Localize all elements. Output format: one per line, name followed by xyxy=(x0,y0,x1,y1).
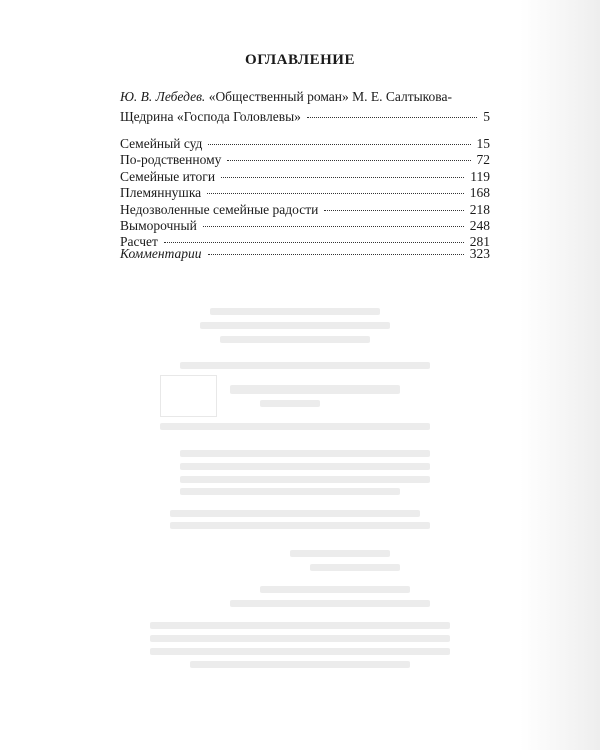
toc-entry xyxy=(120,202,490,218)
toc-entry-page: 119 xyxy=(470,168,490,184)
toc-entry xyxy=(120,185,490,201)
dot-leader xyxy=(324,210,463,211)
dot-leader xyxy=(227,160,470,161)
dot-leader xyxy=(207,193,464,194)
dot-leader xyxy=(208,144,470,145)
intro-title-line2: Щедрина «Господа Головлевы» xyxy=(120,109,301,124)
toc-entry xyxy=(120,169,490,185)
toc-entry-label: Племяннушка xyxy=(120,185,202,201)
dot-leader xyxy=(221,177,464,178)
intro-title-line1: «Общественный роман» М. Е. Салтыкова- xyxy=(208,89,452,104)
chapter-list xyxy=(120,136,490,251)
toc-entry-comments xyxy=(120,246,490,262)
toc-entry-page: 248 xyxy=(469,218,490,234)
faint-logo xyxy=(160,375,217,417)
toc-entry-label: По-родственному xyxy=(120,152,222,168)
comments-label: Комментарии xyxy=(120,246,202,261)
toc-entry xyxy=(120,152,490,168)
intro-page-number: 5 xyxy=(483,109,490,124)
comments-page-number: 323 xyxy=(469,246,490,261)
toc-entry xyxy=(120,218,490,234)
toc-entry-page: 218 xyxy=(469,201,490,217)
dot-leader xyxy=(208,254,464,255)
dot-leader xyxy=(307,117,477,118)
page-title: ОГЛАВЛЕНИЕ xyxy=(245,52,355,68)
toc-entry-label: Недозволенные семейные радости xyxy=(120,201,319,217)
toc-entry xyxy=(120,136,490,152)
page-edge-shadow xyxy=(520,0,600,750)
toc-entry-page: 72 xyxy=(476,152,490,168)
intro-author: Ю. В. Лебедев. xyxy=(120,89,206,104)
toc-entry-label: Выморочный xyxy=(120,218,197,234)
toc-entry-page: 281 xyxy=(469,234,490,250)
toc-entry-page: 168 xyxy=(469,185,490,201)
dot-leader xyxy=(164,242,464,243)
toc-entry-label: Расчет xyxy=(120,234,158,250)
toc-intro-entry xyxy=(120,87,490,127)
toc-entry-label: Семейные итоги xyxy=(120,168,216,184)
dot-leader xyxy=(203,226,464,227)
toc-entry-page: 15 xyxy=(476,136,490,151)
faint-imprint-show-through xyxy=(150,300,450,670)
toc-entry-label: Семейный суд xyxy=(120,136,203,151)
